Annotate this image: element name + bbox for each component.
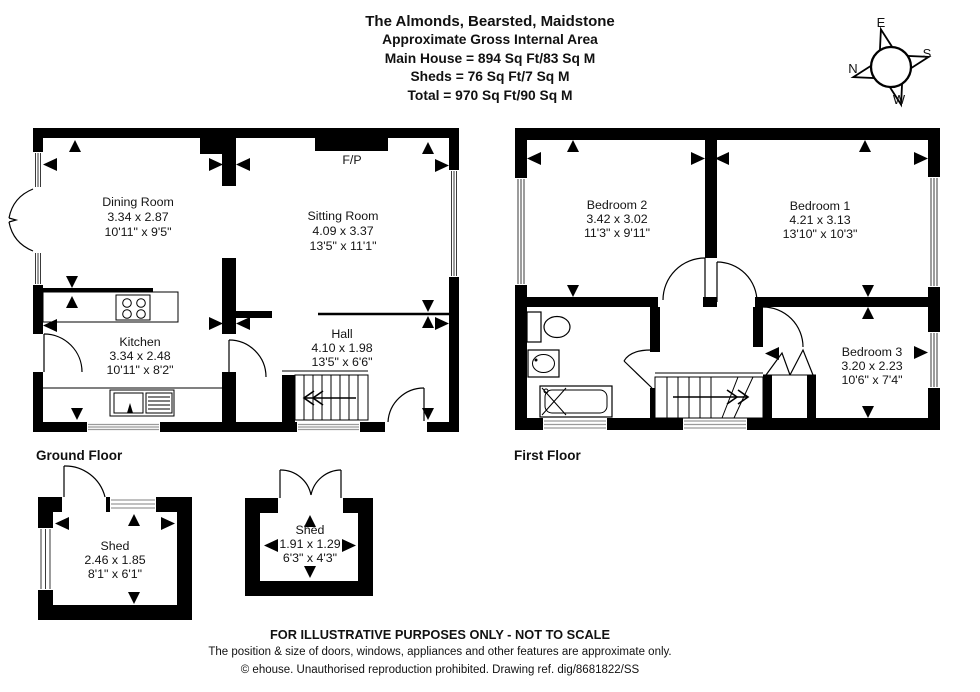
bedroom2-door-arc — [663, 258, 705, 300]
washbasin-icon — [528, 350, 559, 377]
room-metric: 3.34 x 2.87 — [107, 210, 169, 224]
area-total: Total = 970 Sq Ft/90 Sq M — [407, 87, 573, 103]
room-name: Sitting Room — [307, 209, 379, 223]
ground-floor-plan — [9, 128, 459, 463]
room-imperial: 13'5" x 6'6" — [311, 355, 373, 369]
fireplace-label: F/P — [342, 153, 362, 167]
window — [543, 418, 607, 430]
front-door-opening — [385, 422, 427, 432]
compass-south-label: S — [922, 46, 932, 61]
room-imperial: 10'6" x 7'4" — [841, 373, 903, 387]
room-name: Shed — [295, 523, 325, 537]
disclaimer-block — [140, 626, 740, 679]
window — [683, 418, 747, 430]
shed-door-arc — [64, 466, 105, 497]
bathtub-icon — [540, 386, 612, 417]
front-door-arc — [388, 388, 424, 422]
bathroom-door-leaf — [624, 361, 652, 388]
compass-east-label: E — [876, 15, 886, 30]
room-name: Hall — [331, 327, 353, 341]
cupboard-wall — [763, 375, 772, 418]
room-imperial: 11'3" x 9'11" — [583, 226, 651, 240]
subtitle: Approximate Gross Internal Area — [382, 32, 598, 47]
room-imperial: 10'11" x 8'2" — [106, 363, 174, 377]
shed-1-plan — [38, 466, 192, 620]
room-metric: 4.21 x 3.13 — [789, 213, 851, 227]
copyright-text: © ehouse. Unauthorised reproduction prohibited. Drawing ref. dig/8681822/SS — [240, 664, 640, 676]
room-dining — [102, 195, 174, 239]
french-door-opening — [33, 188, 43, 252]
room-metric: 2.46 x 1.85 — [84, 553, 146, 567]
window — [110, 497, 156, 512]
window — [297, 422, 360, 432]
hob-icon — [116, 295, 150, 320]
room-metric: 4.09 x 3.37 — [312, 224, 374, 238]
room-hall — [311, 327, 372, 369]
room-bedroom3 — [841, 345, 902, 387]
dimension-arrows-ground — [43, 140, 449, 420]
window — [515, 178, 527, 285]
compass-west-label: W — [892, 92, 906, 107]
room-metric: 1.91 x 1.29 — [279, 537, 341, 551]
room-imperial: 8'1" x 6'1" — [87, 567, 143, 581]
sink-icon — [110, 390, 174, 416]
room-name: Bedroom 1 — [789, 199, 851, 213]
kitchen-counter — [43, 292, 178, 322]
room-metric: 3.20 x 2.23 — [841, 359, 903, 373]
room-sitting — [308, 209, 379, 253]
room-metric: 3.34 x 2.48 — [109, 349, 171, 363]
bedroom1-door-arc — [717, 262, 757, 302]
compass-north-label: N — [848, 61, 858, 76]
shed-door-arc — [280, 470, 311, 495]
room-bedroom1 — [783, 199, 858, 241]
compass-rose-icon — [843, 15, 939, 115]
fireplace-breast — [315, 138, 388, 151]
window — [33, 152, 43, 188]
room-name: Dining Room — [102, 195, 174, 209]
window — [87, 422, 160, 432]
cupboard-wall — [807, 375, 816, 418]
disclaimer-title: FOR ILLUSTRATIVE PURPOSES ONLY - NOT TO SCALE — [269, 627, 611, 642]
first-floor-label: First Floor — [514, 448, 581, 463]
staircase-ground — [282, 371, 368, 420]
bedroom3-door-arc — [763, 307, 803, 347]
room-metric: 4.10 x 1.98 — [311, 341, 373, 355]
shed-door-arc — [311, 470, 341, 495]
window — [928, 177, 940, 287]
french-door-arc — [9, 222, 33, 251]
room-name: Kitchen — [119, 335, 161, 349]
window — [928, 332, 940, 388]
room-name: Bedroom 3 — [841, 345, 903, 359]
room-imperial: 13'10" x 10'3" — [782, 227, 858, 241]
shed-door-opening — [62, 497, 106, 512]
french-door-arc — [9, 189, 33, 218]
room-kitchen — [106, 335, 173, 377]
kitchen-door-arc — [44, 334, 82, 372]
room-imperial: 13'5" x 11'1" — [309, 239, 377, 253]
room-name: Bedroom 2 — [586, 198, 648, 212]
hall-door-arc — [229, 340, 266, 377]
room-imperial: 10'11" x 9'5" — [104, 225, 172, 239]
area-main-house: Main House = 894 Sq Ft/83 Sq M — [384, 50, 596, 66]
toilet-icon — [527, 312, 570, 342]
window — [449, 170, 459, 277]
first-floor-plan — [514, 128, 940, 463]
staircase-first — [655, 373, 763, 418]
room-metric: 3.42 x 3.02 — [586, 212, 648, 226]
shed-2-plan — [245, 470, 373, 596]
area-sheds: Sheds = 76 Sq Ft/7 Sq M — [410, 69, 570, 84]
bathroom-fixtures — [527, 312, 612, 417]
room-imperial: 6'3" x 4'3" — [282, 551, 338, 565]
window — [33, 252, 43, 285]
ground-floor-label: Ground Floor — [36, 448, 123, 463]
room-bedroom2 — [584, 198, 650, 240]
french-door-chevron — [9, 218, 16, 222]
page-title: The Almonds, Bearsted, Maidstone — [365, 13, 615, 30]
window — [38, 528, 53, 590]
ground-floor-walls — [33, 128, 459, 432]
counter-edge — [43, 288, 153, 292]
bathroom-door-arc — [624, 350, 651, 361]
shed-door-opening — [278, 498, 343, 513]
disclaimer-text: The position & size of doors, windows, appliances and other features are approximate only. — [208, 646, 672, 658]
room-name: Shed — [100, 539, 130, 553]
